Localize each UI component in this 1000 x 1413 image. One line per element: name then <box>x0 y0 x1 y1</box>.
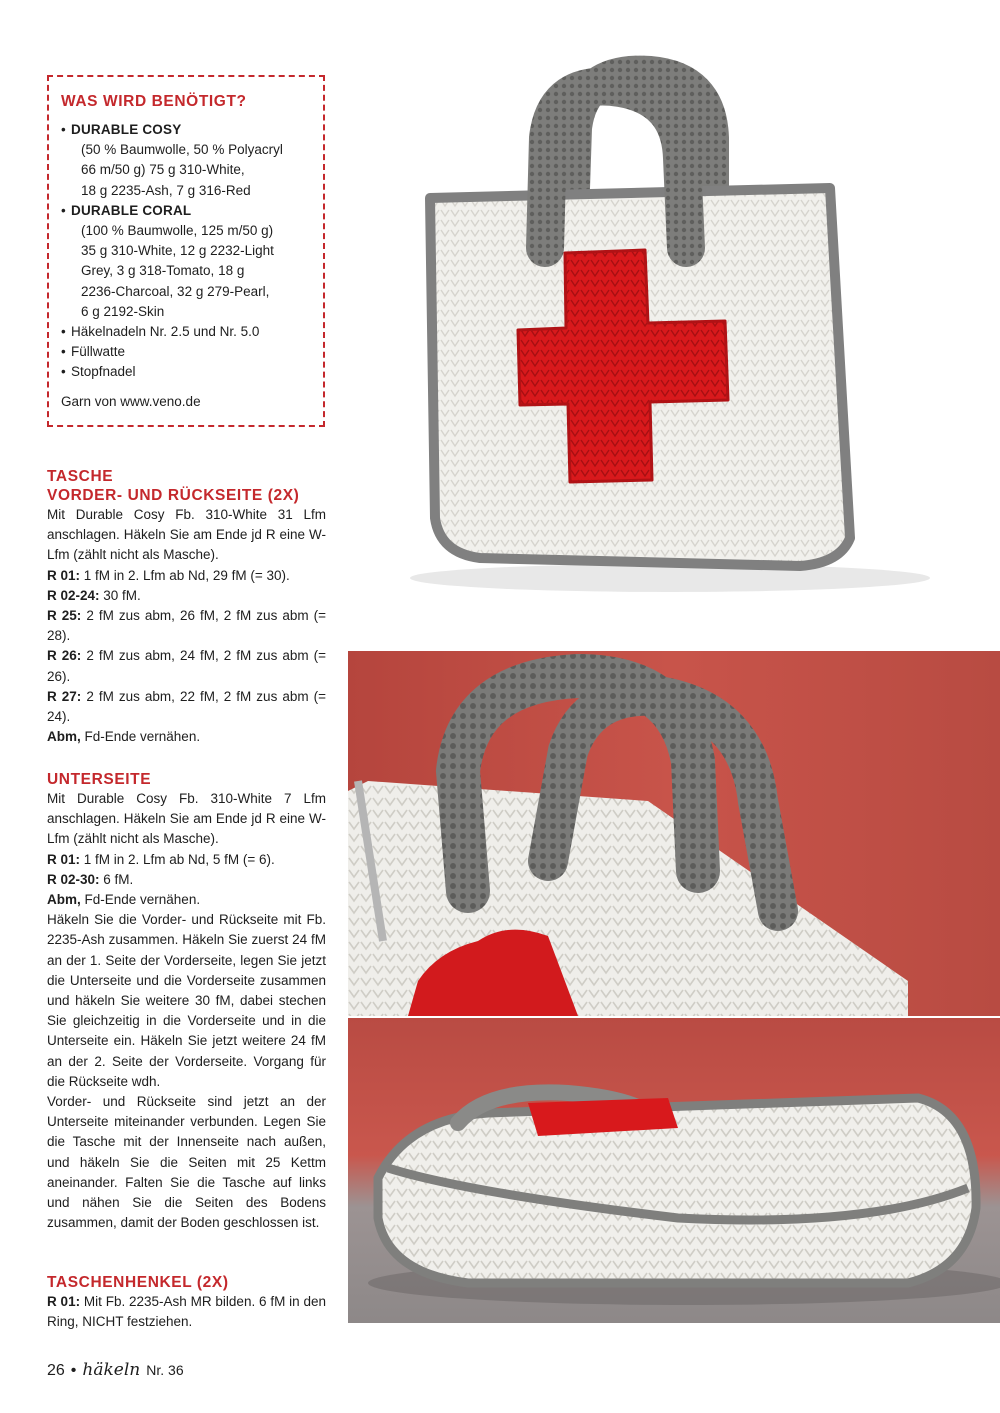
material-line: 18 g 2235-Ash, 7 g 316-Red <box>81 182 251 198</box>
material-item-stuffing: • Füllwatte <box>61 342 311 362</box>
row-label: R 02-30: <box>47 871 100 887</box>
material-title: • DURABLE COSY <box>71 122 182 137</box>
section-heading: UNTERSEITE <box>47 771 152 788</box>
material-line: (100 % Baumwolle, 125 m/50 g) <box>81 223 274 239</box>
instruction-row <box>47 606 326 646</box>
material-line: Grey, 3 g 318-Tomato, 18 g <box>81 263 245 279</box>
row-label: Abm, <box>47 892 81 908</box>
material-line: 2236-Charcoal, 32 g 279-Pearl, <box>81 283 270 299</box>
row-label: Abm, <box>47 729 81 745</box>
material-item-crochet-hooks: • Häkelnadeln Nr. 2.5 und Nr. 5.0 <box>61 322 311 342</box>
page-number: 26 <box>47 1362 65 1379</box>
yarn-source: Garn von www.veno.de <box>61 393 201 409</box>
row-label: R 01: <box>47 1294 81 1309</box>
section-subheading: VORDER- UND RÜCKSEITE (2X) <box>47 487 300 504</box>
row-text: 2 fM zus abm, 22 fM, 2 fM zus abm (= 24). <box>47 688 327 725</box>
row-text: Fd-Ende vernähen. <box>80 729 201 745</box>
materials-title: WAS WIRD BENÖTIGT? <box>61 93 247 110</box>
page-footer <box>47 1360 184 1380</box>
instruction-row <box>47 890 326 910</box>
instruction-row <box>47 727 326 747</box>
section-unterseite <box>47 770 326 1233</box>
material-item-durable-coral <box>61 201 311 322</box>
row-label: R 25: <box>47 608 82 624</box>
row-text: Fd-Ende vernähen. <box>80 892 201 908</box>
row-text: 1 fM in 2. Lfm ab Nd, 5 fM (= 6). <box>80 851 275 867</box>
photo-bag-closeup <box>348 651 1000 1016</box>
instruction-row <box>47 687 326 727</box>
materials-box <box>47 75 325 427</box>
instruction-paragraph: Vorder- und Rückseite sind jetzt an der Unterseite miteinander verbunden. Legen Sie die Tasche mit der Innenseite nach außen, und häkeln Sie die Seiten mit 25 Kettm aneinander. Falten Sie die Tasche auf links und nähen Sie die Seiten des Bodens zusammen, damit der Boden geschlossen ist. <box>47 1094 326 1231</box>
photo-bag-front <box>360 18 1000 648</box>
magazine-name: häkeln <box>82 1360 141 1380</box>
instruction-row <box>47 646 326 686</box>
material-item-darning-needle: • Stopfnadel <box>61 362 311 382</box>
instruction-row <box>47 850 326 870</box>
row-label: R 27: <box>47 688 82 704</box>
instruction-paragraph: Häkeln Sie die Vorder- und Rückseite mit Fb. 2235-Ash zusammen. Häkeln Sie zuerst 24 fM an der 1. Seite der Vorderseite, legen Sie jetzt die Unterseite und die Vorderseite zusammen und häkeln Sie weitere 30 fM, dabei stechen Sie gleichzeitig in die Vorderseite und in die Unterseite ein. Häkeln Sie jetzt weitere 24 fM an der 2. Seite der Vorderseite. Vorgang für die Rückseite wdh. <box>47 912 326 1089</box>
material-line: 6 g 2192-Skin <box>81 303 165 319</box>
row-label: R 02-24: <box>47 587 100 603</box>
bag-front-illustration <box>360 18 1000 648</box>
instruction-paragraph: Mit Durable Cosy Fb. 310-White 7 Lfm anschlagen. Häkeln Sie am Ende jd R eine W-Lfm (zählt nicht als Masche). <box>47 791 326 847</box>
section-heading: TASCHE <box>47 468 114 485</box>
row-text: 2 fM zus abm, 24 fM, 2 fM zus abm (= 26). <box>47 648 327 684</box>
section-heading: TASCHENHENKEL (2X) <box>47 1274 229 1291</box>
row-text: 2 fM zus abm, 26 fM, 2 fM zus abm (= 28). <box>47 608 327 644</box>
material-title: • DURABLE CORAL <box>71 202 192 218</box>
material-item-durable-cosy <box>61 120 311 201</box>
row-label: R 01: <box>47 851 81 867</box>
issue-number: Nr. 36 <box>146 1362 184 1378</box>
instruction-paragraph: Mit Durable Cosy Fb. 310-White 31 Lfm anschlagen. Häkeln Sie am Ende jd R eine W-Lfm (zählt nicht als Masche). <box>47 507 326 563</box>
bag-closeup-illustration <box>348 651 1000 1016</box>
instruction-row <box>47 586 326 606</box>
row-text: 6 fM. <box>99 871 134 887</box>
section-tasche <box>47 467 326 747</box>
row-label: R 26: <box>47 648 82 664</box>
material-line: (50 % Baumwolle, 50 % Polyacryl <box>81 142 283 158</box>
row-text: 1 fM in 2. Lfm ab Nd, 29 fM (= 30). <box>80 567 290 583</box>
material-line: 66 m/50 g) 75 g 310-White, <box>81 162 245 178</box>
instruction-row <box>47 566 326 586</box>
section-taschenhenkel <box>47 1273 326 1332</box>
material-line: 35 g 310-White, 12 g 2232-Light <box>81 243 274 259</box>
row-text: 30 fM. <box>99 587 141 603</box>
instruction-row <box>47 1292 326 1332</box>
row-label: R 01: <box>47 567 81 583</box>
footer-bullet: • <box>70 1362 77 1379</box>
row-text: Mit Fb. 2235-Ash MR bilden. 6 fM in den Ring, NICHT festziehen. <box>47 1294 326 1330</box>
bag-side-illustration <box>348 1018 1000 1323</box>
instruction-row <box>47 870 326 890</box>
photo-bag-side <box>348 1018 1000 1323</box>
materials-list <box>61 120 311 383</box>
